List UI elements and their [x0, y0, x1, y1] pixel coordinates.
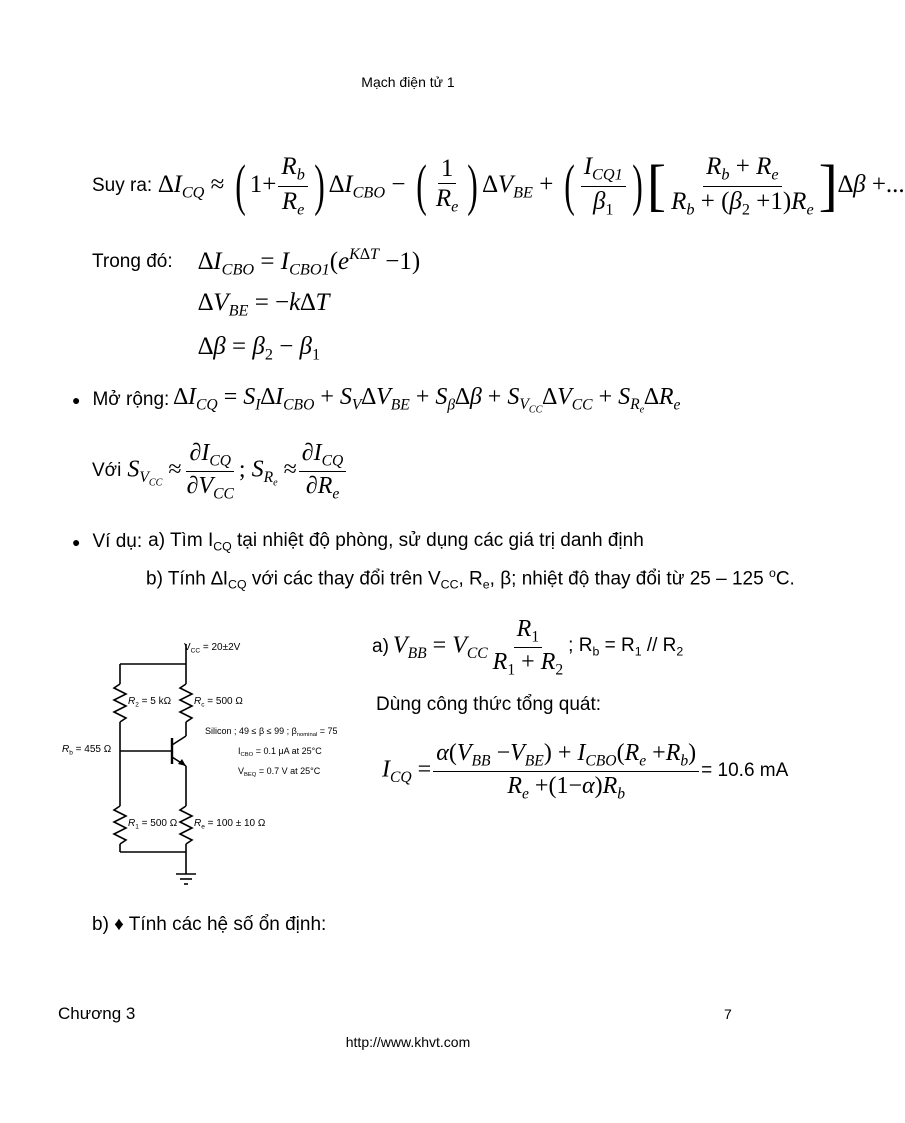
label-voi: Với [92, 460, 122, 481]
formula-trong-do: Trong đó: $\Delta I_{CBO} = I_{CBO1}(e^{K\Delta T} -1)$ [92, 244, 421, 279]
formula-suy-ra: Suy ra: $\Delta I_{CQ}$ ≈ ( 1+ $\frac{R_b}{R_e}$ ) $\Delta I_{CBO}$ − ( $\frac{1}{R_e}$ ) $\Delta V_{BE}$ + ( $\frac{I_{CQ1}}{\beta_1}$ )[ $\frac{R_b + R_e}{R_b + (\beta_2 +1)R_e}$ ]∆β +... [92, 152, 905, 219]
formula-voi: Với $S_{V_{CC}}$ ≈ $\frac{\partial I_{CQ}}{\partial V_{CC}}$ ; $S_{R_e}$ ≈ $\frac{\partial I_{CQ}}{\partial R_e}$ [92, 426, 348, 516]
label-r1: $R_1 = 500$ Ω [128, 818, 178, 831]
formula-vbb: a) $V_{BB} = V_{CC}$ $\frac{R_1}{R_1 + R_2}$ ; $R_b = R_1 // R_2$ [372, 615, 684, 678]
label-vcc: $V_{CC} = 20\pm 2V$ [184, 642, 241, 655]
label-suy-ra: Suy ra: [92, 175, 153, 196]
footer-chapter: Chương 3 [58, 1004, 136, 1023]
label-rc: $R_c = 500$ Ω [194, 696, 243, 709]
formula-icq: $I_{CQ}$ = $\frac{\alpha(V_{BB} -V_{BE}) + I_{CBO}(R_e +R_b)}{R_e +(1-\alpha)R_b}$ = 10.6 mA [382, 739, 789, 802]
label-trong-do: Trong đó: [92, 251, 173, 272]
label-sol-a: a) [372, 636, 389, 657]
example-part-b: b) Tính $\Delta I_{CQ}$ với các thay đổi trên $V_{CC}$, $R_e$, β; nhiệt độ thay đổi từ 25 – 125 $^o$C. [146, 566, 795, 592]
footer-url[interactable]: http://www.khvt.com [345, 1034, 471, 1050]
example-part-a: ● Ví dụ: a) Tìm $I_{CQ}$ tại nhiệt độ phòng, sử dụng các giá trị danh định [72, 530, 644, 554]
label-r2: $R_2 = 5$ kΩ [128, 696, 172, 709]
formula-delta-vbe: $\Delta V_{BE} = -k\Delta T$ [198, 289, 330, 320]
label-params-3: $V_{BEQ} = 0.7$ V at 25°C [238, 766, 321, 779]
label-stability: b) ♦ Tính các hệ số ổn định: [92, 914, 327, 935]
formula-delta-beta: $\Delta\beta = \beta_2 - \beta_1$ [198, 333, 321, 364]
label-params-1: Silicon ; 49 ≤ β ≤ 99 ; $\beta_{nominal} = 75$ [205, 726, 338, 739]
result-value: = 10.6 mA [701, 760, 789, 781]
page-header: Mạch điện tử 1 [361, 74, 455, 90]
label-rb: $R_b = 455$ Ω [62, 744, 112, 757]
label-re: $R_e = 100 \pm 10$ Ω [194, 818, 266, 831]
label-mo-rong: Mở rộng: [92, 389, 170, 410]
circuit-diagram [60, 614, 360, 894]
formula-mo-rong: ● Mở rộng: $\Delta I_{CQ} = S_I\Delta I_{CBO} + S_V\Delta V_{BE} + S_\beta\Delta\beta + S_{V_{CC}}\Delta V_{CC} + S_{R_e}\Delta R_e$ [72, 384, 681, 416]
label-general-formula: Dùng công thức tổng quát: [376, 694, 602, 715]
label-params-2: $I_{CBO} = 0.1$ μA at 25°C [238, 746, 322, 759]
label-vi-du: Ví dụ: [92, 530, 143, 552]
footer-page-number: 7 [724, 1006, 732, 1022]
